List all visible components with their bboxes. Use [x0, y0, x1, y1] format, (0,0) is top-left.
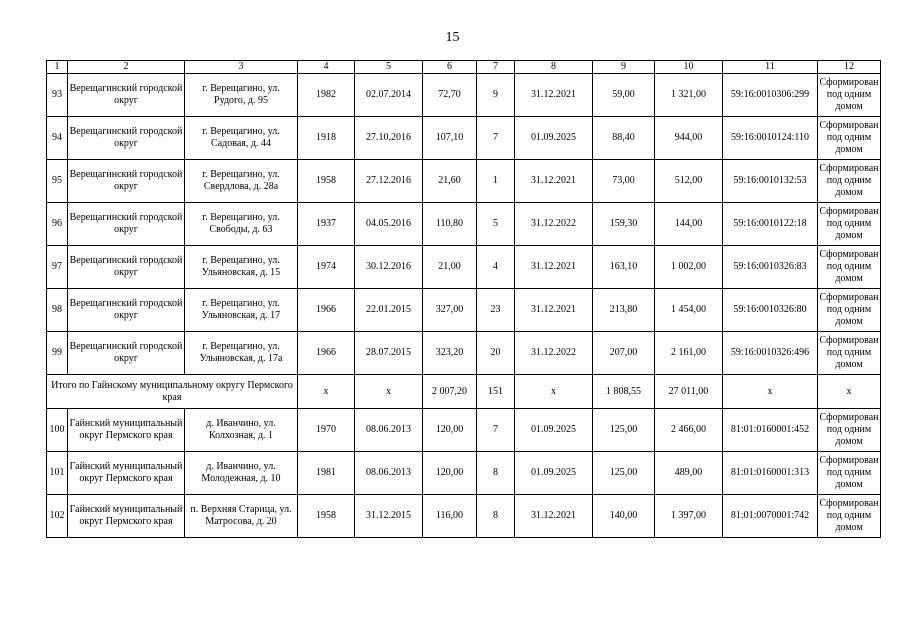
total-value-cell: 1 808,55: [593, 375, 655, 409]
table-row: [47, 452, 881, 495]
value-cell: 88,40: [593, 117, 655, 160]
year-cell: 1966: [298, 289, 355, 332]
amount-cell: 1 397,00: [655, 495, 723, 538]
cadastral-number-cell: 59:16:0010306:299: [723, 74, 818, 117]
district-cell: Верещагинский городской округ: [68, 332, 185, 375]
deadline-cell: 31.12.2021: [515, 246, 593, 289]
district-cell: Верещагинский городской округ: [68, 74, 185, 117]
table-row: [47, 289, 881, 332]
address-cell: п. Верхняя Старица, ул. Матросова, д. 20: [185, 495, 298, 538]
status-cell: Сформирован под одним домом: [818, 203, 881, 246]
cadastral-number-cell: 81:01:0160001:313: [723, 452, 818, 495]
table-body: [47, 61, 881, 538]
deadline-cell: 01.09.2025: [515, 409, 593, 452]
status-cell: Сформирован под одним домом: [818, 495, 881, 538]
cadastral-number-cell: 59:16:0010326:80: [723, 289, 818, 332]
cadastral-number-cell: 59:16:0010122:18: [723, 203, 818, 246]
value-cell: 125,00: [593, 409, 655, 452]
deadline-cell: 01.09.2025: [515, 117, 593, 160]
deadline-cell: 31.12.2022: [515, 332, 593, 375]
column-number: 10: [655, 61, 723, 74]
total-area-cell: 2 007,20: [423, 375, 477, 409]
amount-cell: 2 466,00: [655, 409, 723, 452]
date-cell: 31.12.2015: [355, 495, 423, 538]
row-number: 96: [47, 203, 68, 246]
year-cell: 1937: [298, 203, 355, 246]
year-cell: 1918: [298, 117, 355, 160]
cadastral-number-cell: 59:16:0010326:496: [723, 332, 818, 375]
value-cell: 163,10: [593, 246, 655, 289]
table-row: [47, 203, 881, 246]
count-cell: 7: [477, 117, 515, 160]
row-number: 97: [47, 246, 68, 289]
cadastral-number-cell: 81:01:0160001:452: [723, 409, 818, 452]
area-cell: 120,00: [423, 409, 477, 452]
cadastral-number-cell: 59:16:0010132:53: [723, 160, 818, 203]
area-cell: 116,00: [423, 495, 477, 538]
address-cell: г. Верещагино, ул. Свердлова, д. 28а: [185, 160, 298, 203]
year-cell: 1982: [298, 74, 355, 117]
area-cell: 72,70: [423, 74, 477, 117]
row-number: 99: [47, 332, 68, 375]
deadline-cell: 31.12.2022: [515, 203, 593, 246]
status-cell: Сформирован под одним домом: [818, 246, 881, 289]
table-row: [47, 117, 881, 160]
cadastral-number-cell: 59:16:0010326:83: [723, 246, 818, 289]
year-cell: 1970: [298, 409, 355, 452]
district-cell: Гайнский муниципальный округ Пермского края: [68, 452, 185, 495]
total-cadastral-number-cell: x: [723, 375, 818, 409]
total-deadline-cell: x: [515, 375, 593, 409]
deadline-cell: 01.09.2025: [515, 452, 593, 495]
deadline-cell: 31.12.2021: [515, 160, 593, 203]
housing-register-table: [46, 60, 881, 538]
row-number: 93: [47, 74, 68, 117]
table-row: [47, 246, 881, 289]
row-number: 100: [47, 409, 68, 452]
row-number: 94: [47, 117, 68, 160]
district-cell: Гайнский муниципальный округ Пермского края: [68, 409, 185, 452]
status-cell: Сформирован под одним домом: [818, 289, 881, 332]
area-cell: 21,60: [423, 160, 477, 203]
total-amount-cell: 27 011,00: [655, 375, 723, 409]
date-cell: 08.06.2013: [355, 409, 423, 452]
value-cell: 73,00: [593, 160, 655, 203]
address-cell: г. Верещагино, ул. Ульяновская, д. 17: [185, 289, 298, 332]
value-cell: 125,00: [593, 452, 655, 495]
column-number: 12: [818, 61, 881, 74]
area-cell: 323,20: [423, 332, 477, 375]
status-cell: Сформирован под одним домом: [818, 452, 881, 495]
table-row: [47, 74, 881, 117]
year-cell: 1958: [298, 495, 355, 538]
count-cell: 8: [477, 495, 515, 538]
column-number: 4: [298, 61, 355, 74]
area-cell: 21,00: [423, 246, 477, 289]
amount-cell: 1 454,00: [655, 289, 723, 332]
total-year-cell: x: [298, 375, 355, 409]
table-row: [47, 160, 881, 203]
area-cell: 107,10: [423, 117, 477, 160]
area-cell: 120,00: [423, 452, 477, 495]
year-cell: 1974: [298, 246, 355, 289]
column-number: 1: [47, 61, 68, 74]
total-row: [47, 375, 881, 409]
amount-cell: 1 002,00: [655, 246, 723, 289]
count-cell: 8: [477, 452, 515, 495]
date-cell: 27.12.2016: [355, 160, 423, 203]
column-number: 7: [477, 61, 515, 74]
column-number-row: [47, 61, 881, 74]
date-cell: 04.05.2016: [355, 203, 423, 246]
count-cell: 20: [477, 332, 515, 375]
status-cell: Сформирован под одним домом: [818, 160, 881, 203]
district-cell: Верещагинский городской округ: [68, 203, 185, 246]
district-cell: Верещагинский городской округ: [68, 289, 185, 332]
address-cell: г. Верещагино, ул. Ульяновская, д. 15: [185, 246, 298, 289]
amount-cell: 1 321,00: [655, 74, 723, 117]
total-date-cell: x: [355, 375, 423, 409]
area-cell: 327,00: [423, 289, 477, 332]
cadastral-number-cell: 59:16:0010124:110: [723, 117, 818, 160]
column-number: 5: [355, 61, 423, 74]
count-cell: 1: [477, 160, 515, 203]
value-cell: 207,00: [593, 332, 655, 375]
date-cell: 22.01.2015: [355, 289, 423, 332]
address-cell: д. Иванчино, ул. Молодежная, д. 10: [185, 452, 298, 495]
value-cell: 213,80: [593, 289, 655, 332]
value-cell: 59,00: [593, 74, 655, 117]
status-cell: Сформирован под одним домом: [818, 332, 881, 375]
date-cell: 08.06.2013: [355, 452, 423, 495]
value-cell: 140,00: [593, 495, 655, 538]
table-row: [47, 409, 881, 452]
count-cell: 9: [477, 74, 515, 117]
district-cell: Гайнский муниципальный округ Пермского края: [68, 495, 185, 538]
value-cell: 159,30: [593, 203, 655, 246]
district-cell: Верещагинский городской округ: [68, 117, 185, 160]
column-number: 11: [723, 61, 818, 74]
column-number: 6: [423, 61, 477, 74]
column-number: 8: [515, 61, 593, 74]
date-cell: 27.10.2016: [355, 117, 423, 160]
date-cell: 28.07.2015: [355, 332, 423, 375]
column-number: 3: [185, 61, 298, 74]
status-cell: Сформирован под одним домом: [818, 74, 881, 117]
total-count-cell: 151: [477, 375, 515, 409]
amount-cell: 489,00: [655, 452, 723, 495]
amount-cell: 944,00: [655, 117, 723, 160]
row-number: 98: [47, 289, 68, 332]
deadline-cell: 31.12.2021: [515, 495, 593, 538]
address-cell: г. Верещагино, ул. Свободы, д. 63: [185, 203, 298, 246]
count-cell: 5: [477, 203, 515, 246]
address-cell: г. Верещагино, ул. Садовая, д. 44: [185, 117, 298, 160]
table-row: [47, 495, 881, 538]
amount-cell: 512,00: [655, 160, 723, 203]
row-number: 101: [47, 452, 68, 495]
table-row: [47, 332, 881, 375]
cadastral-number-cell: 81:01:0070001:742: [723, 495, 818, 538]
district-cell: Верещагинский городской округ: [68, 246, 185, 289]
row-number: 102: [47, 495, 68, 538]
address-cell: г. Верещагино, ул. Ульяновская, д. 17а: [185, 332, 298, 375]
page-number: 15: [445, 30, 460, 45]
count-cell: 23: [477, 289, 515, 332]
area-cell: 110,80: [423, 203, 477, 246]
address-cell: г. Верещагино, ул. Рудого, д. 95: [185, 74, 298, 117]
date-cell: 02.07.2014: [355, 74, 423, 117]
row-number: 95: [47, 160, 68, 203]
total-status-cell: x: [818, 375, 881, 409]
column-number: 2: [68, 61, 185, 74]
deadline-cell: 31.12.2021: [515, 289, 593, 332]
count-cell: 4: [477, 246, 515, 289]
year-cell: 1958: [298, 160, 355, 203]
deadline-cell: 31.12.2021: [515, 74, 593, 117]
year-cell: 1981: [298, 452, 355, 495]
amount-cell: 144,00: [655, 203, 723, 246]
total-label: Итого по Гайнскому муниципальному округу Пермского края: [47, 375, 298, 409]
district-cell: Верещагинский городской округ: [68, 160, 185, 203]
address-cell: д. Иванчино, ул. Колхозная, д. 1: [185, 409, 298, 452]
count-cell: 7: [477, 409, 515, 452]
amount-cell: 2 161,00: [655, 332, 723, 375]
date-cell: 30.12.2016: [355, 246, 423, 289]
column-number: 9: [593, 61, 655, 74]
status-cell: Сформирован под одним домом: [818, 117, 881, 160]
year-cell: 1966: [298, 332, 355, 375]
status-cell: Сформирован под одним домом: [818, 409, 881, 452]
